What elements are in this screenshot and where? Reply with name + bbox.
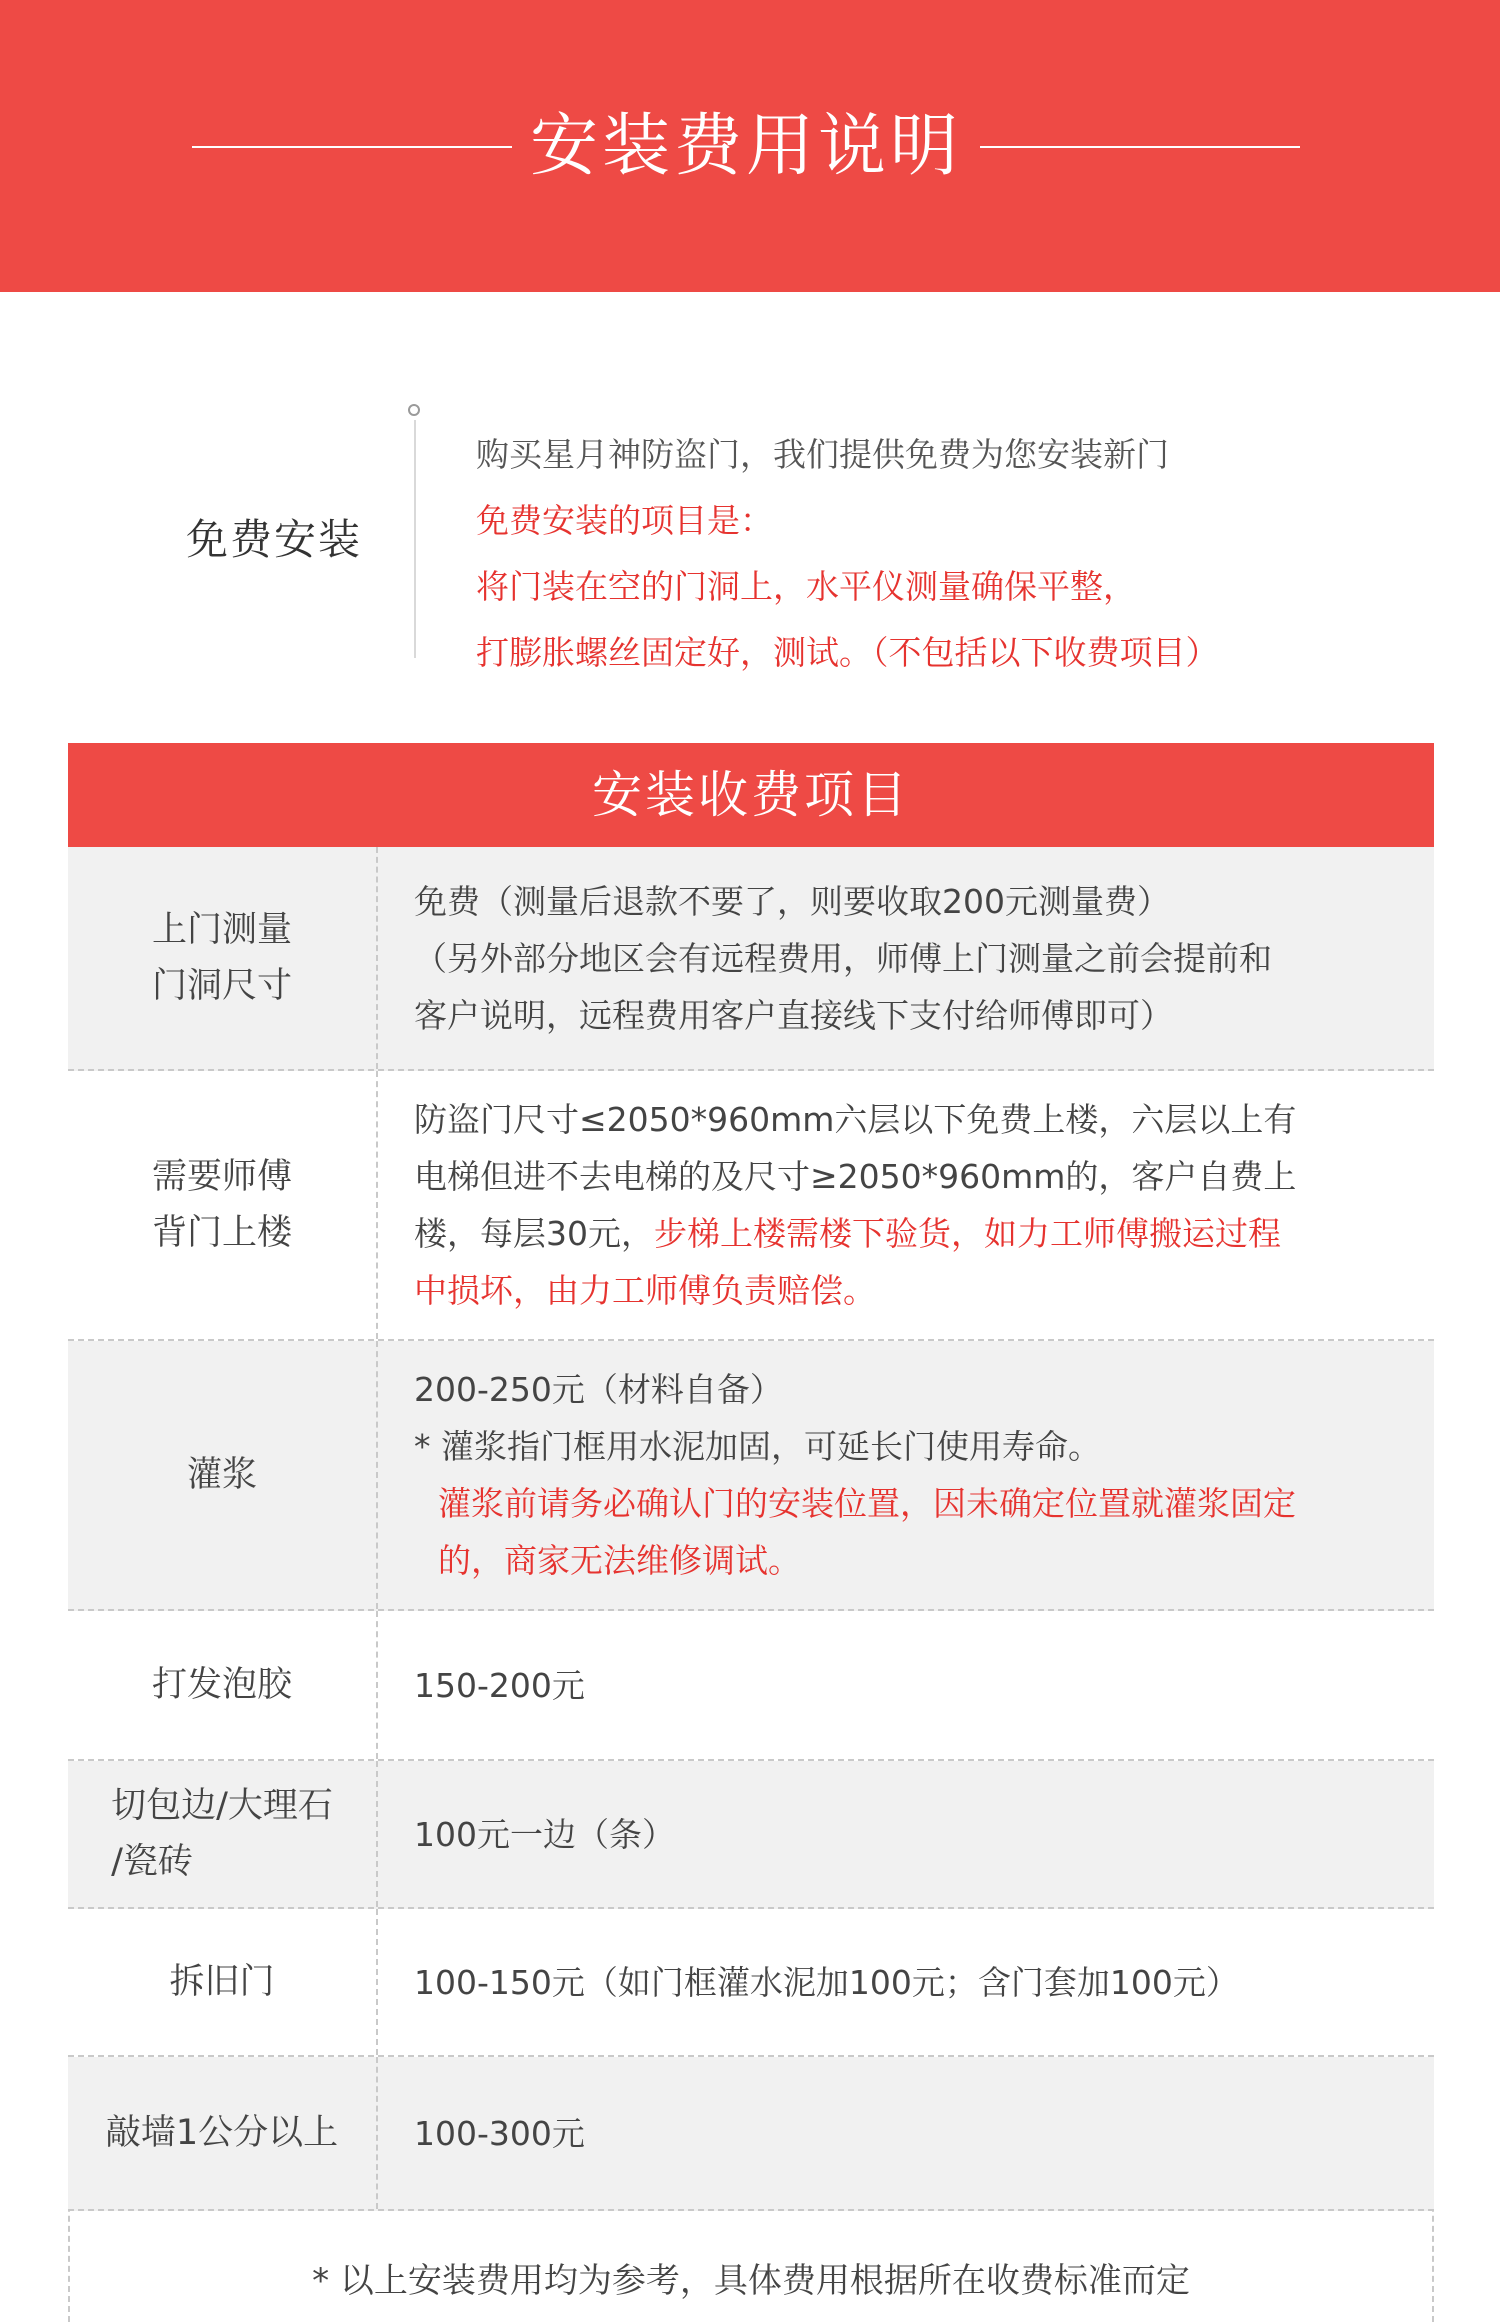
row-desc-warning: 的，商家无法维修调试。 (438, 1541, 801, 1580)
row-desc (414, 847, 1414, 1069)
row-desc-text: 楼，每层30元， (414, 1214, 654, 1253)
footer-note-text: * 以上安装费用均为参考，具体费用根据所在收费标准而定 (312, 2261, 1190, 2301)
table-row (68, 847, 1434, 1071)
row-desc-warning: 中损坏，由力工师傅负责赔偿。 (414, 1271, 876, 1310)
row-desc (414, 2057, 1414, 2209)
row-name-line: 上门测量 (151, 910, 292, 950)
page-title: 安装费用说明 (529, 107, 962, 186)
row-desc-line: 免费（测量后退款不要了，则要收取200元测量费） (414, 881, 1170, 921)
row-desc-line: 100元一边（条） (414, 1814, 675, 1854)
table-row (68, 1071, 1434, 1341)
row-desc-line (414, 1205, 1414, 1262)
table-row (68, 1761, 1434, 1909)
row-desc-line: 150-200元 (414, 1665, 585, 1705)
section-divider (414, 420, 416, 658)
timeline-dot (408, 404, 420, 416)
row-name-line: 切包边/大理石 (111, 1786, 333, 1826)
table-row (68, 1341, 1434, 1611)
free-install-text (476, 422, 1219, 686)
header-banner (0, 0, 1500, 292)
row-name-line: 门洞尺寸 (151, 966, 292, 1006)
row-desc (414, 1341, 1414, 1609)
row-name (68, 1341, 378, 1609)
row-name (68, 1611, 378, 1759)
fee-table-header: 安装收费项目 (68, 743, 1434, 847)
table-row (68, 1611, 1434, 1761)
row-name (68, 2057, 378, 2209)
row-name-line: 打发泡胶 (151, 1665, 292, 1705)
row-desc-line: 100-150元（如门框灌水泥加100元；含门套加100元） (414, 1962, 1239, 2002)
row-name-line: /瓷砖 (111, 1842, 193, 1882)
row-name-line: 敲墙1公分以上 (105, 2113, 339, 2153)
row-desc-warning: 灌浆前请务必确认门的安装位置，因未确定位置就灌浆固定 (438, 1484, 1296, 1523)
row-name-line: 灌浆 (186, 1455, 257, 1495)
row-desc (414, 1909, 1414, 2055)
row-name (68, 1909, 378, 2055)
table-row (68, 1909, 1434, 2057)
row-desc-line: 客户说明，远程费用客户直接线下支付给师傅即可） (414, 995, 1173, 1035)
row-desc-line: （另外部分地区会有远程费用，师傅上门测量之前会提前和 (414, 938, 1272, 978)
row-desc-warning: 步梯上楼需楼下验货，如力工师傅搬运过程 (654, 1214, 1281, 1253)
free-install-section (0, 400, 1500, 670)
row-name-line: 需要师傅 (151, 1157, 292, 1197)
row-desc (414, 1761, 1414, 1907)
row-name (68, 1761, 378, 1907)
free-install-line: 免费安装的项目是： (476, 501, 773, 540)
row-name-line: 拆旧门 (169, 1962, 275, 2002)
row-desc-line: * 灌浆指门框用水泥加固，可延长门使用寿命。 (414, 1427, 1101, 1466)
row-desc (414, 1071, 1414, 1339)
row-name (68, 847, 378, 1069)
free-install-line: 将门装在空的门洞上，水平仪测量确保平整， (476, 567, 1136, 606)
row-desc-line: 100-300元 (414, 2113, 585, 2153)
row-name (68, 1071, 378, 1339)
free-install-line: 购买星月神防盗门，我们提供免费为您安装新门 (476, 435, 1169, 474)
title-divider-right (980, 146, 1300, 148)
table-footer-note (68, 2211, 1434, 2322)
free-install-label: 免费安装 (186, 515, 363, 564)
row-name-line: 背门上楼 (151, 1213, 292, 1253)
fee-table (68, 743, 1434, 2322)
table-row (68, 2057, 1434, 2211)
title-divider-left (192, 146, 512, 148)
free-install-line: 打膨胀螺丝固定好，测试。（不包括以下收费项目） (476, 633, 1219, 672)
row-desc (414, 1611, 1414, 1759)
row-desc-line: 防盗门尺寸≤2050*960mm六层以下免费上楼，六层以上有 (414, 1100, 1297, 1139)
row-desc-line: 电梯但进不去电梯的及尺寸≥2050*960mm的，客户自费上 (414, 1157, 1297, 1196)
row-desc-line: 200-250元（材料自备） (414, 1370, 783, 1409)
